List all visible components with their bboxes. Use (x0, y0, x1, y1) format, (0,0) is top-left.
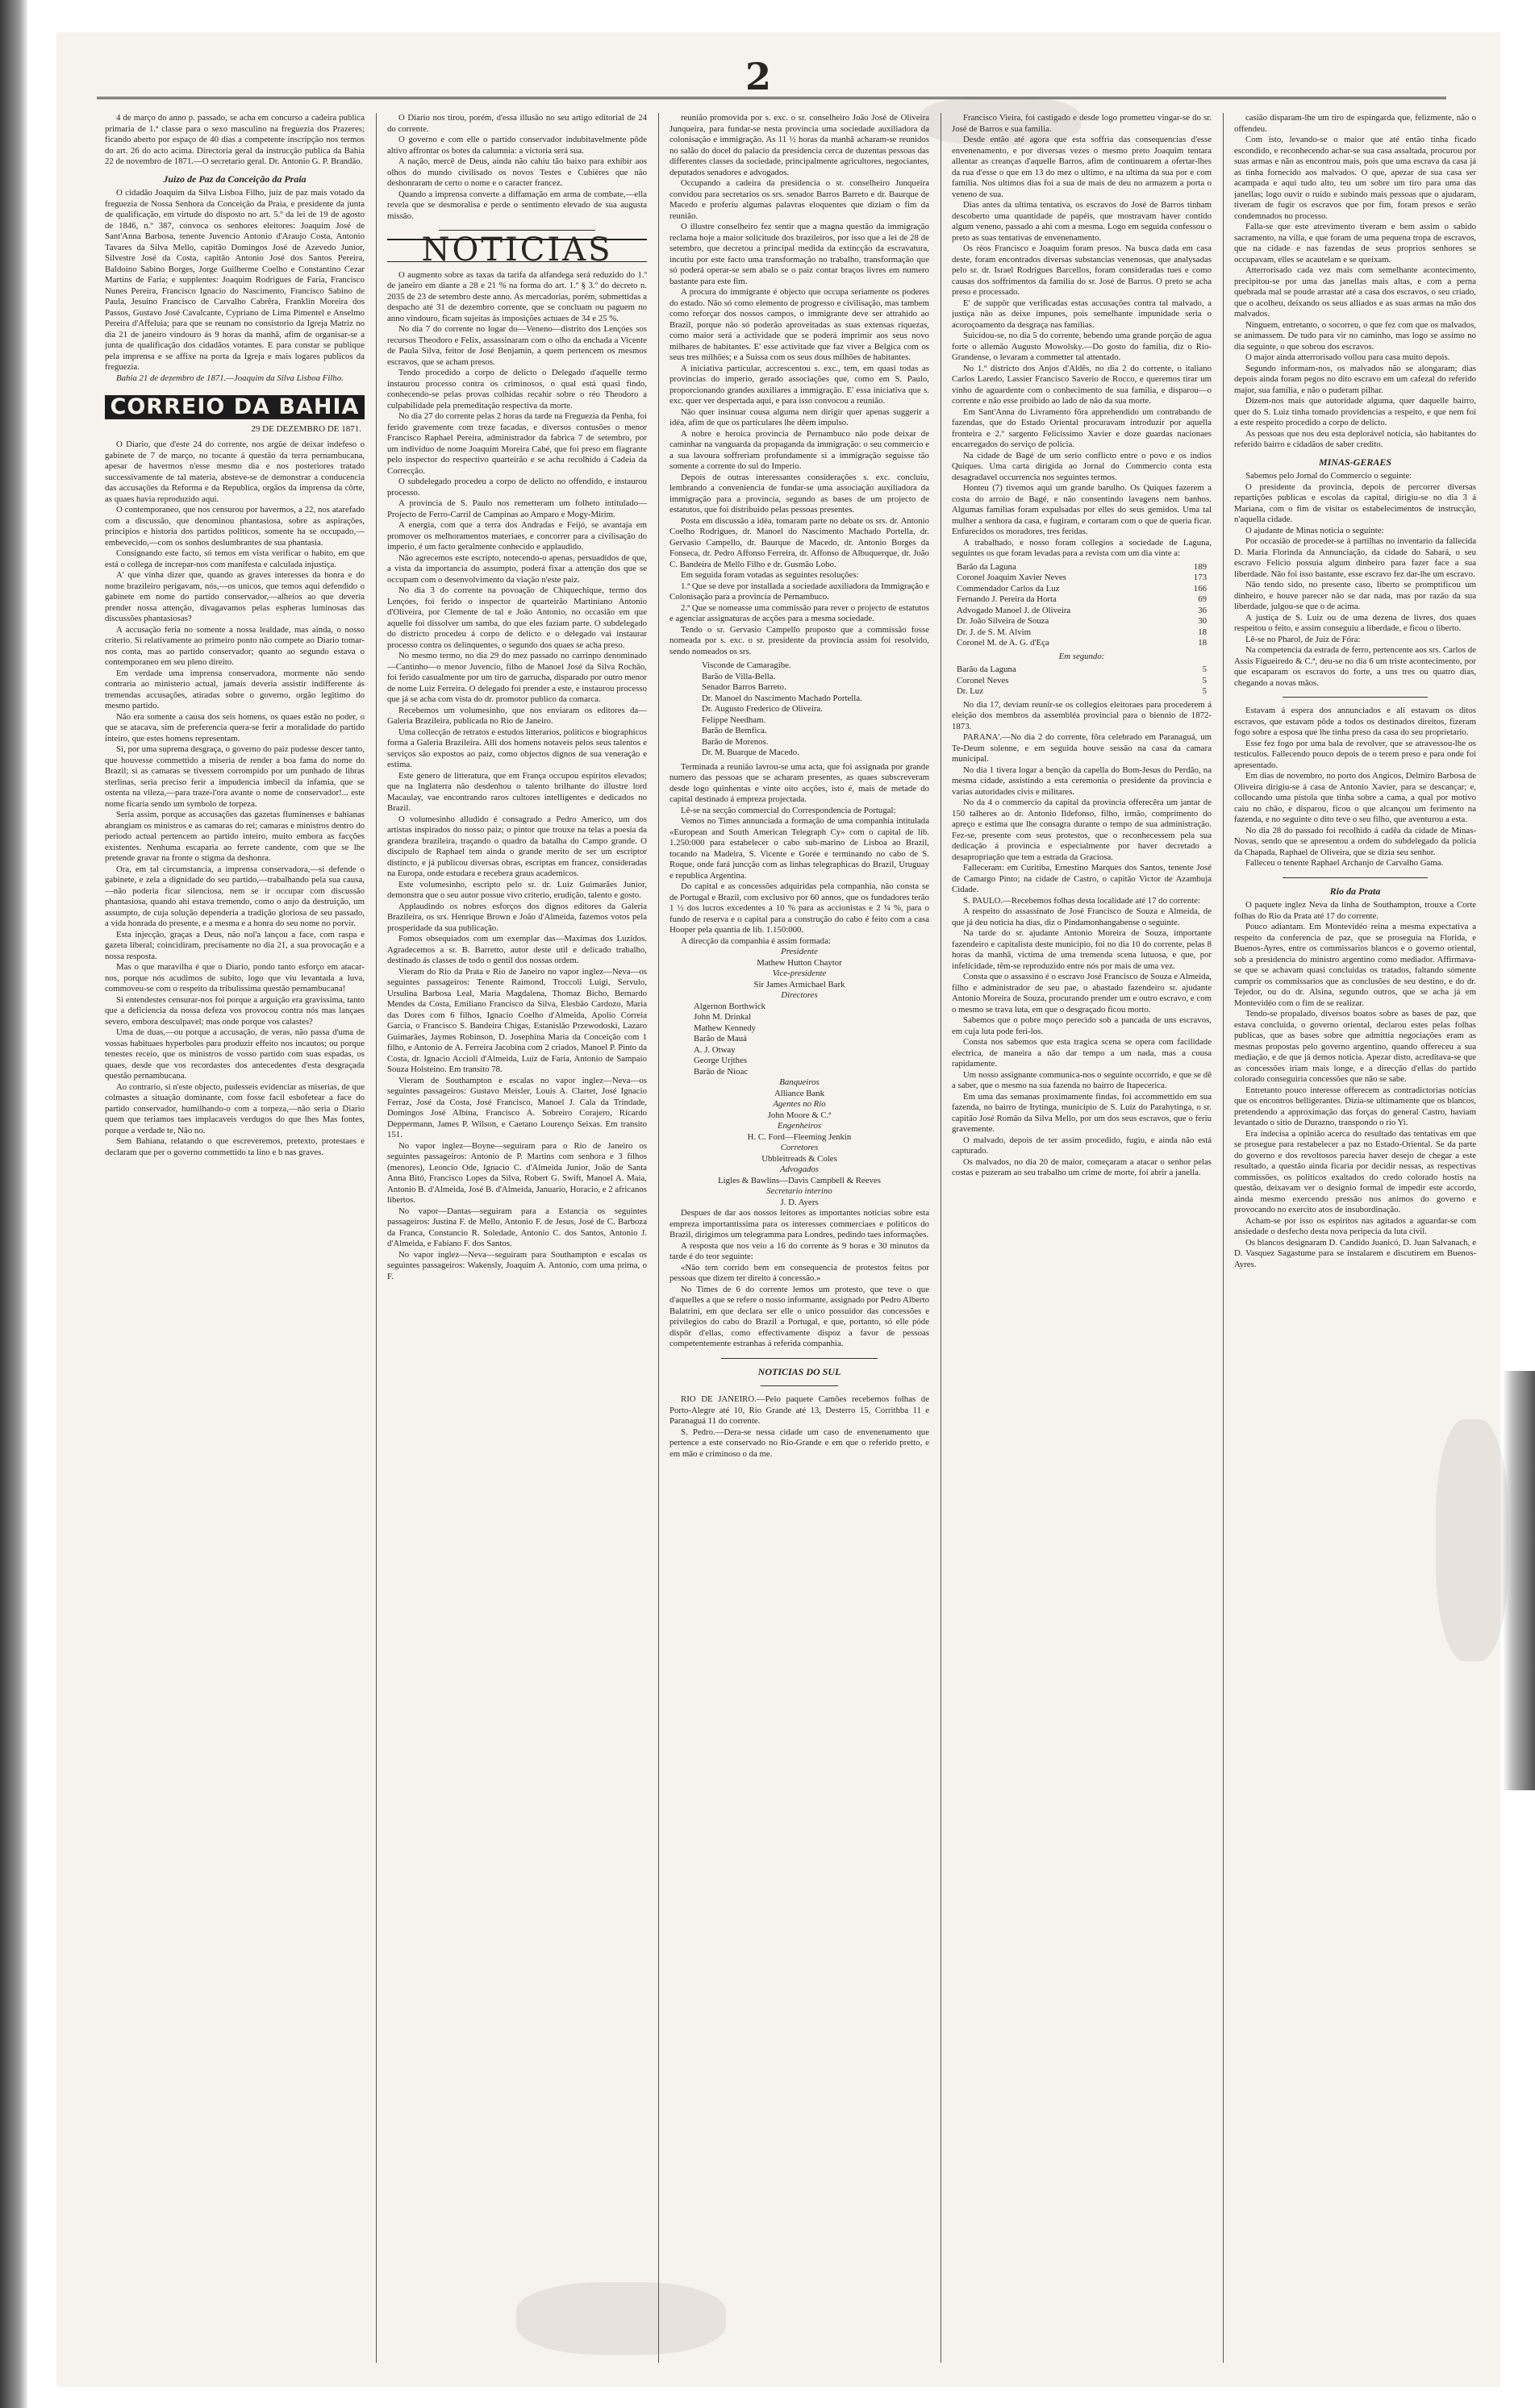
divider (1283, 697, 1428, 698)
paragraph: Lê-se na secção commercial do Correspondencia de Portugal: (681, 805, 896, 815)
sul-title: NOTICIAS DO SUL (757, 1365, 841, 1377)
column-5 (1234, 113, 1476, 2363)
paragraph: 2.ª Que se nomeasse uma commissão para rever o projecto de estatutos e agenciar assignaturas de acções para a mesma sociedade. (669, 602, 929, 623)
col2-paras (387, 135, 647, 222)
list-name: Coronel Neves (957, 675, 1009, 685)
column-4 (952, 113, 1212, 2363)
paragraph: Fomos obsequiados com um exemplar das—Maximas dos Luzidos. Agradecemos a sr. B. Barretto, autor deste util e delicado trabalho, destinado ás classes de todo o gentil dos nossas ordem. (387, 934, 647, 965)
paragraph: O illustre conselheiro fez sentir que a magna questão da immigração reclama hoje a maior solicitude dos brazileiros, por isso que a lei de 28 de setembro, que decretou a principal medida da extincção da escravatura, incutiu por este facto uma transformação no trabalho, transformação que só poderá operar-se sem abalo se o paiz contar braços livres em numero bastante para este fim. (669, 222, 929, 286)
paragraph: Este genero de litteratura, que em França occupou espiritos elevados; que na Inglaterra não desdenhou o talento brilhante do illustre lord Macaulay, vae encontrando raros cultores intelligentes e dedicados no Brazil. (387, 770, 647, 813)
scan-edge-right (1503, 1371, 1535, 1790)
paragraph: A procura do immigrante é objecto que occupa seriamente os poderes do estado. Não só como elemento de progresso e civilisação, mas tambem como reforçar dos nossos campos, o immigrante deve ser attrahido ao Brazil, porque não só poderão aproveitadas as suas extensas riquezas, como maior será a actividade que se poderá imprimir aos seus novo milhares de habitantes. E' esse activitade que faz viver a Belgica com os seus tres milhões; e a Suissa com os seus dous milhões de habitantes. (669, 287, 929, 362)
paragraph: PARANA'.—No dia 2 do corrente, fôra celebrado em Paranaguá, um Te-Deum solenne, e em seguida houve sessão na casa da camara municipal. (952, 732, 1212, 764)
paragraph: Depois de outras interessantes considerações s. exc. concluiu, lembrando a conveniencia de fundar-se uma associação auxiliadora da immigração para a provincia, segundo as bases de um projecto de estatutos, que foi distribuido pelas pessoas presentes. (669, 472, 929, 515)
commission-member: Visconde de Camaragibe. (702, 660, 791, 670)
col1-body (105, 440, 365, 1158)
col3-paras2 (669, 762, 929, 948)
supplentes-label: Em segundo: (1058, 651, 1105, 661)
list-row (957, 562, 1207, 573)
col4-paras (952, 113, 1212, 538)
paragraph: No dia 3 do corrente na povoação de Chiquechique, termo dos Lençóes, foi ferido o inspector de quarteirão Martiniano Antonio d'Oliveira, por Clemente de tal e João Antonio, no occasião em que aquelle foi dissolver um samba, do que eles faziam parte. O subdelegado do districto procedeu á corpo de delicto e o delegado vai instaurar processo contra os delinquentes, o segundo dos quaes se acha preso. (387, 585, 647, 650)
paragraph: A provincia de S. Paulo nos remetteram um folheto intitulado—Projecto de Ferro-Carril de Campinas ao Amparo e Mogy-Mirim. (387, 498, 647, 519)
director-name: George Urjthes (694, 1056, 748, 1065)
paragraph: Em uma das semanas proximamente findas, foi accommettido em sua fazenda, no bairro de Itytinga, municipio de S. Luiz do Parahytinga, o sr. capitão José Romão da Silva Mello, por um dos seus escravos, que o feriu gravemente. (952, 1091, 1212, 1134)
paragraph: Suicidou-se, no dia 5 do corrente, bebendo uma grande porção de agua forte o allemão Augusto Mowolsky.—Do gosto do familia, diz o Rio-Grandense, o levaram a commetter tal attentado. (952, 331, 1212, 362)
paragraph: O contemporaneo, que nos censurou por havermos, a 22, nos atarefado com a discussão, que denominou phantasiosa, sobre as aspirações, principios e historia dos partidos politicos, somente ha se occupado,—embevecido,—com os sonhos deslumbrantes de sua phantasia. (105, 505, 365, 548)
list-row (957, 584, 1207, 595)
paragraph: reunião promovida por s. exc. o sr. conselheiro João José de Oliveira Junqueira, para fundar-se nesta provincia uma sociedade auxiliadora da colonisação e immigração. As 11 ½ horas da manhã acharam-se reunidos no salão do docel do palacio da presidencia cerca de duzentas pessoas das differentes classes da sociedade, principalmente agricultores, negociantes, deputados senadores e advogados. (669, 113, 929, 177)
paragraph: No da 4 o commercio da capital da provincia offerecêra um jantar de 150 talheres ao dr. Antonio Ildefonso, filho, irmão, comprimento do apreço e estima que lhe consagra durante o tempo de sua administração. Fez-se, presente com seus protestos, que o reconhecessem pela sua dedicação á provincia e especialmente por haver decretado a desapropriação que tem a estrada da Graciosa. (952, 798, 1212, 862)
paragraph: Não era somente a causa dos seis homens, os quaes estão no poder, o que se atacava, sim de preferencia quera-se ferir a moralidade do partido inteiro, que estes homens representam. (105, 711, 365, 744)
directors-list (694, 1002, 929, 1078)
page-number: 2 (745, 55, 771, 98)
paragraph: Recebemos um volumesinho, que nos enviaram os editores da—Galeria Brazileira, publicada no Rio de Janeiro. (387, 705, 647, 726)
paragraph: Em Sant'Anna do Livramento fôra apprehendido um contrabando de fazendas, que do Estado Oriental procuravam introduzir por aquella fronteira e 2.º sargento Felicissimo Xavier e doze guardas nacionaes encarregados do serviço de policia. (952, 406, 1212, 449)
board-vice: Sir James Armichael Bark (753, 979, 845, 989)
director-name: Mathew Kennedy (694, 1023, 757, 1033)
list-row (957, 594, 1207, 606)
paragraph: Terminada a reunião lavrou-se uma acta, que foi assignada por grande numero das pessoas que se acharam presentes, as quaes subscreveram desde logo quinhentas e vinte oito acções, isto é, mais de metade do capital destinado á empreza projectada. (669, 761, 929, 804)
list-name: Barão da Laguna (957, 561, 1016, 572)
paragraph: Os malvados, no dia 20 de maior, começaram a atacar o senhor pelas costas e puzeram ao seu trabalho um crime de morte, foi abrir a janella. (952, 1156, 1212, 1177)
list-name: Dr. Luz (957, 686, 983, 696)
paragraph: Em seguida foram votadas as seguintes resoluções: (681, 570, 859, 580)
paragraph: Por occasião de proceder-se á partilhas no inventario da fallecida D. Maria Florinda da Annunciação, da cidade do Sabará, o seu escravo Felicio possuia algum dinheiro para fazer face a sua liberdade. Não foi isso bastante, esse escravo fez dar-lhe um escravo. (1234, 536, 1476, 579)
paragraph: Os blancos designaram D. Candido Juanicó, D. Juan Salvanach, e D. Vasquez Sagastume para se instalarem e discutirem em Buenos-Ayres. (1234, 1237, 1476, 1269)
paragraph: O major ainda atterrorisado vollou para casa muito depois. (1245, 352, 1450, 362)
paragraph: Si, por uma suprema desgraça, o governo do paiz pudesse descer tanto, que houvesse commettido a miseria de render a boa fama do nome do Brazil; si as camaras se tivessem corrompido por um punhado de libras sterlinas, seria preciso ferir a impudencia imbecil da infamia, que se ostenta na vileza,—para traze-l'ora avante o nome de conservador!... este nome ficaria sendo um symbolo de torpeza. (105, 744, 365, 809)
paragraph: Os réos Francisco e Joaquim foram presos. Na busca dada em casa deste, foram encontrados diversas substancias venenosas, que analysadas pelo sr. dr. Israel Rodrigues Barcellos, foram consideradas tues e como causas dos soffrimentos da familia do sr. José de Barros. O preto se acha preso e processado. (952, 244, 1212, 297)
paragraph: O Diario, que d'este 24 do corrente, nos argüe de deixar indefeso o gabinete de 7 de março, no tocante á questão da terra pernambucana, apesar de havermos n'esse mesmo dia e nos posteriores tratado successivamente de tal materia, absteve-se de demonstrar a conducencia das accusações da Reforma e da Republica, orgãos da imprensa da côrte, as quaes havia reproduzido aqui. (105, 440, 365, 504)
paragraph: O presidente da provincia, depois de percorrer diversas repartições publicas e escolas da capital, dirigiu-se no dia 3 á Mariana, com o fim de visitar os estabelecimentos de instrucção, n'aquella cidade. (1234, 481, 1476, 524)
list-votes: 30 (1198, 616, 1207, 626)
paragraph: Do capital e as concessões adquiridas pela companhia, não consta se de Portugal e Brazil, com exclusivo por 60 annos, que os fundadores terão 1 ½ dos lucros excedentes a 10 % para as accionistas e 2 ¼ %, para o fundo de reserva e o capital para a construção do cabo é feito com a casa Hooper pela quantia de lib. 1.150:000. (669, 881, 929, 935)
paragraph: Pouco adiantam. Em Montevidéo reina a mesma expectativa a respeito da conferencia de paz, que se proseguia na Florida, e Buenos-Ayres, entre os commissarios blancos e o governo oriental, sob a presidencia do ministro argentino como mediador. Affirmava-se que se achavam quasi concluidas os tratados, faltando sómente cumprir os commissarios que as conclusões de seu destino, e do dr. Tejedor, ou do dr. Alsina, segundo outros, que se acha já em Montevidéo com o fim de se realizar. (1234, 922, 1476, 1008)
dateline: 29 DE DEZEMBRO DE 1871. (251, 423, 361, 434)
paragraph: Acham-se por isso os espiritos nas agitados a aguardar-se com ansiedade o desfecho desta nova peripecia da luta civil. (1234, 1215, 1476, 1236)
paragraph: No dia 7 do corrente no logar do—Veneno—distrito dos Lençóes sos recursos Theodoro e Felix, assassinaram com o olho da enchada a Vicente de Paula Silva, feitor de José Benjamin, a quem pertencem os mesmos escravos, que se acham presos. (387, 324, 647, 367)
paragraph: O subdelegado procedeu a corpo de delicto no offendido, e instaurou processo. (387, 477, 647, 498)
paragraph: Tendo o sr. Gervasio Campello proposto que a commissão fosse nomeada por s. exc. o sr. presidente da provincia assim foi resolvido, sendo nomeados os srs. (669, 624, 929, 656)
paragraph: Consignando este facto, só temos em vista verificar o habito, em que está o collega de increpar-nos com manifesta e calculada injustiça. (105, 548, 365, 569)
brokers-label: Corretores (780, 1143, 819, 1152)
paragraph: Uma collecção de retratos e estudos litterarios, politicos e biographicos forma a Galeria Brazileira. Alli dos homens notaveis pelos seus talentos e serviços são expostos ao paiz, como objectos dignos de sua veneração e estima. (387, 727, 647, 769)
paragraph: Dizem-nos mais que autoridade alguma, quer daquelle bairro, quer do S. Luiz tinha tomado providencias a respeito, e que nem foi a este respeito procedido a corpo de delicto. (1234, 396, 1476, 427)
list-row (957, 616, 1207, 627)
list-name: Dr. J. de S. M. Alvim (957, 627, 1032, 637)
col4-paras2 (952, 700, 1212, 1179)
paragraph: Atterrorisado cada vez mais com semelhante acontecimento, precipitou-se por uma das janellas mais altas, e com a perna quebrada mal se poude arrastar até a casa dos escravos, o seu criado, que o acolheu, deixando os seus alliados e as suas armas na mão dos malvados. (1234, 265, 1476, 319)
list-intro: A trabalhado, e nosso foram collegios a sociedade de Laguna, seguintes os que foram levadas para a revista com um dia vinte a: (952, 537, 1212, 558)
paragraph: Consta nos sabemos que esta tragica scena se opera com facilidade electrica, de maneira a não dar tempo a um nada, mas a cousa rapidamente. (952, 1037, 1212, 1069)
sul-text-2: S. Pedro.—Dera-se nessa cidade um caso de envenenamento que pertence a este conservado no Rio-Grande e em que o referido pretto, e em mão e criminoso o da me. (669, 1427, 929, 1459)
prata-paras (1234, 900, 1476, 1270)
paragraph: A justiça de S. Luiz ou de uma dezena de livres, dos quaes respeitou o feito, e assim conseguiu a liberdade, e ficou o liberto. (1234, 612, 1476, 633)
list-name: Commendador Carlos da Luz (957, 583, 1060, 594)
paragraph: Sabemos que o pobre moço perecido sob a pancada de uns escravos, em cuja luta pode feri-los. (952, 1015, 1212, 1036)
paragraph: Falla-se que este atrevimento tiveram e bem assim o sabido sacramento, na villa, e que foram de uma pequena tropa de escravos, que na cidade e nas fazendas de seus proprios senhores se occupavam, elles se acautelam e se queixam. (1234, 222, 1476, 265)
engineers: H. C. Ford—Fleeming Jenkin (747, 1131, 852, 1142)
paragraph: No dia 27 do corrente pelas 2 horas da tarde na Freguezia da Penha, foi ferido gravemente com treze facadas, e diversos contusões o menor Francisco Raphael Pereira, administrador da fabrica 7 de setembro, por um individuo de nome Joaquim Moreira Cabé, que foi preso em flagrante pelo inspector do respectivo quarteirão e se acha recolhido á Cadeia da Correcção. (387, 411, 647, 476)
commission-member: Dr. Manoel do Nascimento Machado Portella. (702, 693, 862, 703)
list-votes: 166 (1193, 583, 1207, 594)
director-name: Algernon Borthwick (694, 1001, 766, 1011)
paragraph: Si entendestes censurar-nos foi porque a arguição era gravissima, tanto que a deficiencia da nossa defeza vos provocou contra nós mas lançaes severo, embora desculpavel; mas onde porque vos calastes? (105, 994, 365, 1027)
paragraph: A direcção da companhia é assim formada: (681, 935, 831, 946)
paragraph: Segundo informam-nos, os malvados não se alongaram; dias depois ainda foram pegos no dito escravo em um cafezal do referido major, sua família, e não o puderam pilhar. (1234, 363, 1476, 395)
paragraph: Uma de duas,—ou porque a accusação, de veras, não passa d'uma de vossas habituaes hyperboles para produzir effeito nos incautos; ou porque tenestes receio, que os ministros de vosso partido com suas espadas, os quaes, desde que vos recordastes dos antecedentes d'esta desgraçada questão pernambucana. (105, 1027, 365, 1081)
list-name: Barão da Laguna (957, 664, 1016, 674)
paragraph: Falleceram: em Curitiba, Ernestino Marques dos Santos, tenente José de Camargo Pinto; na cidade de Castro, o capitão Victor de Azambuja Cidade. (952, 863, 1212, 894)
paragraph: No dia 28 do passado foi recolhido á cadêa da cidade de Minas-Novas, sendo que se apresentou a ordem do subdelegado da policia da Chapada, Raphael de Oliveira, que se dizia seu senhor. (1234, 825, 1476, 857)
prata-title: Rio da Prata (1329, 885, 1381, 897)
paragraph: A respeito do assassinato de José Francisco de Souza e Almeida, de que já deu noticia ha dias, diz o Pindamonhangabense o seguinte. (952, 906, 1212, 927)
paragraph: Na cidade de Bagé de um serio conflicto entre o povo e os indios Quiques. Uma carta dirigida ao Jornal do Commercio conta esta desagradavel occurrencia nos seguintes termos. (952, 450, 1212, 482)
col2-intro: O Diario nos tirou, porém, d'essa illusão no seu artigo editorial de 24 do corrente. (387, 113, 647, 134)
paragraph: Ao contrario, si n'este objecto, pudesseis evidenciar as miserias, de que colmastes a situação dominante, com fosse facil esbofetear a face do partido conservador, humilhando-o com a torpeza,—não seria o Diario quem que teriamos taes implacaveis verdugos do que lhes Mas fontes, porque a verdade te, Não no. (105, 1081, 365, 1135)
list-name: Fernando J. Pereira da Horta (957, 594, 1057, 604)
paragraph: Tendo-se propalado, diversos boatos sobre as bases de paz, que estava concluida, o governo oriental, declarou estes pelas folhas publicas, que as bases sobre que admittia negociações eram as mesmas propostas pelo governo argentino, quando offereceu a sua mediação, e de que já demos noticia. Apezar disto, acreditava-se que as concessões iriam mais longe, e a direcção d'ellas do partido colorado conseguiria concessões que não se sabe. (1234, 1009, 1476, 1084)
juizo-title: Juizo de Paz da Conceição da Praia (163, 173, 307, 185)
paragraph: Um nosso assignante communica-nos o seguinte occorrido, e que se dê a saber, que o mesmo na sua fazenda no bairro de Itapecerica. (952, 1069, 1212, 1090)
list-name: Advogado Manoel J. de Oliveira (957, 605, 1071, 615)
divider (761, 1385, 839, 1386)
list-votes: 18 (1198, 627, 1207, 637)
scan-edge-left (0, 0, 27, 2408)
commission-member: Dr. Augusto Frederico de Oliveira. (702, 704, 823, 714)
columns (105, 113, 1484, 2371)
paragraph: E' de suppôr que verificadas estas accusações contra tal malvado, a justiça não as deixe impunes, pois semelhante impunidade seria o acoroçoamento da desgraça nas familias. (952, 298, 1212, 330)
paragraph: No Times de 6 do corrente lemos um protesto, que teve o que d'aquelles a que se refere o nosso informante, assignado por Pedro Alberto Balatrini, em que declara ser elle o unico possuidor das concessões e privilegios do cabo do Brazil a Portugal, e que, portanto, só elle póde dispôr d'ellas, como effectivamente dispoz a favor de pessoas competentemente estranhas á referida companhia. (669, 1284, 929, 1348)
paragraph: Entretanto pouco interesse offerecem as contradictorias noticias que os encontros belligerantes. Dizia-se ultimamente que os blancos, pretendendo a approximação das forças do general Castro, haviam levantado o sitio de Durazno, transpondo o rio Yi. (1234, 1085, 1476, 1127)
paragraph: A iniciativa particular, accrescentou s. exc., tem, em quasi todas as provincias do imperio, gerado associações que, como em S. Paulo, proporcionando grandes auxiliares a immigração. E' essa iniciativa que s. exc. quer ver despertada aqui, e para isso convocou a reunião. (669, 363, 929, 406)
column-1 (105, 113, 365, 2363)
paragraph: A' que vinha dizer que, quando as graves interesses da honra e do nome brazileiro perigavam, nós,—os unicos, que temos aqui defendido o gabinete em nome do partido conservador,—alheios ao que deveria prender nossa attenção, divagavamos pelas espheras luminosas das discussões phantasiosas? (105, 570, 365, 623)
list-votes: 36 (1198, 605, 1207, 615)
col5-paras2 (1234, 482, 1476, 689)
paragraph: Posta em discussão a idéa, tomaram parte no debate os srs. dr. Antonio Coelho Rodrigues, dr. Manoel do Nascimento Machado Portella, dr. Gervasio Campello, dr. Baurque de Macedo, dr. Antonio Borges da Fonseca, dr. Pedro Affonso Ferreira, dr. Affonso de Albuquerque, dr. João C. Bandeira de Mello Filho e dr. Gusmão Lobo. (669, 515, 929, 569)
paragraph: Falleceu o tenente Raphael Archanjo de Carvalho Gama. (1245, 858, 1444, 868)
list-votes: 5 (1202, 686, 1207, 696)
paragraph: Este volumesinho, escripto pelo sr. dr. Luiz Guimarães Junior, demonstra que o seu autor possue vivo criterio, erudição, talento e gosto. (387, 879, 647, 900)
paragraph: Na competencia da estrada de ferro, pertencente aos srs. Carlos de Assis Figueiredo & C.ª, deu-se no dia 6 um triste acontecimento, por que escaparam os escravos do forte, a uns tres ou quatro dias, chegando a novas mãos. (1234, 645, 1476, 688)
paragraph: Mas o que maravilha é que o Diario, pondo tanto esforço em atacar-nos, porque nós acudimos de subito, logo que viu levantada a luva, commoveu-se com o respeito da tribulissima questão pernambucana! (105, 962, 365, 994)
board-president-label: Presidente (781, 947, 818, 956)
list-votes: 5 (1202, 675, 1207, 685)
paragraph: No mesmo termo, no dia 29 do mez passado no carrinpo denominado—Cantinho—o menor Juvencio, filho de Manoel José da Silva Rochão, foi ferido casualmente por um tiro de garrucha, disparado por outro menor de nome Luiz Ferreira. O delegado foi prender a este, e instaurou processo que já se acha com vista do dr. promotor publico da comarca. (387, 651, 647, 704)
masthead: CORREIO DA BAHIA (105, 395, 365, 419)
lawyers-label: Advogados (780, 1164, 819, 1174)
juizo-sign: Bahia 21 de dezembro de 1871.—Joaquim da Silva Lisboa Filho. (116, 373, 344, 383)
paragraph: As pessoas que nos deu esta deplorável noticia, são habitantes do referido bairro e cidadãos de saber credito. (1234, 428, 1476, 449)
paragraph: Não tendo sido, no presente caso, liberto se promptificou um dinheiro, e houve parecer não se dar nada, mas por razão da sua liberdade, julgou-se que o de acima. (1234, 580, 1476, 611)
commission-member: Barão de Villa-Bella. (702, 671, 776, 681)
votes-list (957, 562, 1207, 649)
bankers-label: Banqueiros (779, 1077, 820, 1087)
juizo-text: O cidadão Joaquim da Silva Lisboa Filho, juiz de paz mais votado da freguezia de Nossa Senhora da Conceição da Praia, e presidente da junta de qualificação, em virtude do disposto no art. 5.º da lei de 19 de agosto de 1846, n.º 387, convoca os senhores eleitores: Joaquim José de Sant'Anna Barbosa, tenente Juvencio Antonio d'Araujo Costa, Antonio Tavares da Silva Mello, capitão Domingos José de Azevedo Junior, Silvestre José da Costa, capitão Antonio José dos Santos Pereira, Baldoino Sabino Borges, Jorge Guilherme Coelho e Constantino Cezar Martins de Faria; e supplentes: Joaquim Rodrigues de Faria, Francisco Nunes Pereira, Francisco Ignacio do Nascimento, Francisco Sabino de Paula, Jesuino Francisco de Carvalho Cabrêra, Franklin Moreira dos Passos, Gustavo José Cavalcante, Cypriano de Lima Pimentel e Anselmo Pereira d'Affeluia; para que se reunam no consistorio da Igreja Matriz no dia 21 de janeiro vindouro ás 9 horas da manhã, afim de organisar-se a junta de qualificação dos cidadãos votantes. E para constar se publique pela imprensa e se affixe na porta da Igreja e mais logares publicos da freguezia. (105, 188, 365, 372)
paragraph: Ora, em tal circumstancia, a imprensa conservadora,—si defende o gabinete, e zela a dignidade do seu partido,—trabalhando pela sua causa,—não poderia ficar silenciosa, nem se ir occupar com discussão phantasiosa, quando ahi estava tremendo, como o anjo da destruição, um assumpto, de cuja solução dependeria a tradição gloriosa de seu passado, a vida honrada do presente, e a mesma e a honra do seu nome no porvir. (105, 864, 365, 928)
paragraph: O ajudante de Minas noticia o seguinte: (1245, 525, 1384, 535)
supplentes-list (957, 664, 1207, 698)
paragraph: Vemos no Times annunciada a formação de uma companhia intitulada «European and South American Telegraph Cy» com o capital de lib. 1.250:000 para estabelecer o cabo sub-marino de Lisboa ao Brazil, tocando na Madeira, S. Vicente e Gorée e terminando no cabo de S. Roque, onde fará juncção com as linhas telegraphicas do Brazil, Uruguay e republica Argentina. (669, 816, 929, 881)
paragraph: Era indecisa a opinião acerca do resultado das tentativas em que se prosegue para restabelecer a paz no Estado-Oriental. Se da parte do governo e dos revoltosos parecia haver desejo de chegar a este resultado, a questão ainda ficaria por decidir nessas, as respectivas commissões, os politicos exaltados do credo colorado hostis na questão, deixavam ver o designio formal de impedir este accordo, ainda mesmo exercendo pressão nos animos do governo e provocando no exercito atos de insubordinação. (1234, 1128, 1476, 1214)
paragraph: Não quer insinuar cousa alguma nem dirigir quer apenas suggerir a idéa, afim de que os particulares lhe dêem impulso. (669, 406, 929, 427)
col3-paras (669, 113, 929, 657)
secretary: J. D. Ayers (780, 1197, 819, 1207)
paragraph: Vieram de Southampton e escalas no vapor inglez—Neva—os seguintes passageiros: Gustavo Meisler, Louis A. Clartet, José Ignacio Ferraz, José da Costa, José Francisco, Manoel J. Cala da Trindade, Domingos José Albina, Francisco A. Sobreiro Corajero, Ricardo Deppermann, James P. Wilson, e Caetano Lourenço Seixas. Em transito 151. (387, 1075, 647, 1139)
list-row (957, 606, 1207, 617)
paragraph: casião disparam-lhe um tiro de espingarda que, felizmente, não o offendeu. (1234, 113, 1476, 134)
divider (1283, 877, 1428, 878)
agents: John Moore & C.ª (767, 1110, 832, 1120)
paragraph: S. PAULO.—Recebemos folhas desta localidade até 17 do corrente: (963, 895, 1201, 906)
list-votes: 189 (1193, 561, 1207, 572)
commission-member: Barão de Bemfica. (702, 726, 767, 735)
paragraph: O paquete inglez Neva da linha de Southampton, trouxe a Corte folhas do Rio da Prata até 17 do corrente. (1234, 900, 1476, 921)
paragraph: Na tarde do sr. ajudante Antonio Moreira de Souza, importante fazendeiro e capitalista deste municipio, foi no dia 10 do corrente, pelas 8 horas da manhã, victima de uma tremenda scena lutuosa, e que, por infelicidade, têm-se reproduzido entre nós por mais de uma vez. (952, 928, 1212, 971)
agents-label: Agentes no Rio (773, 1099, 826, 1109)
engineers-label: Engenheiros (777, 1121, 822, 1131)
paragraph: Seria assim, porque as accusações das gazetas fluminenses e bahianas abrangiam os ministros e as camaras do rei; camaras e ministros dentro do periodo actual pertencem ao partido inteiro, muito embora as facções existentes. Nenhuma escaparia ao ferrete candente, com que se lhe pretende gravar na fronte o stigma da deshonra. (105, 810, 365, 863)
commission-member: Senador Barros Barreto. (702, 682, 786, 692)
paragraph: No 1.º districto dos Anjos d'Aldês, no dia 2 do corrente, o italiano Carlos Laredo, Lassier Francisco Saverio de Rocco, e queremos tirar um vinho de aguardente com o conhecimento de sua familia, e disparou—o corrente e não esse proibido ao lado de não da sua morte. (952, 363, 1212, 406)
paragraph: Honteu (7) tivemos aqui um grande barulho. Os Quiques fazerem a costa do arroio de Bagé, e não consentindo lavagens nem banhos. Algumas familias foram expulsadas por elles do seus gemidos. Uma tal mulher a senhora da casa, e fugiram, e cortaram com o que de queria ficar. Enfurecidos os moradores, tres feridas. (952, 483, 1212, 536)
paragraph: Tendo procedido a corpo de delicto o Delegado d'aquelle termo instaurou processo contra os criminosos, o qual está quasi findo, conhecendo-se pelas provas colhidas recahir sobre o réo Theodoro a culpabilidade pela premeditação respectiva da morte. (387, 368, 647, 410)
list-row (957, 676, 1207, 687)
sul-text: RIO DE JANEIRO.—Pelo paquete Camões recebemos folhas de Porto-Alegre até 10, Rio Grande até 13, Desterro 15, Corrithba 11 e Paranaguá 11 do corrente. (669, 1394, 929, 1426)
paragraph: Applaudindo os nobres esforços dos dignos editores da Galeria Brazileira, os srs. Henrique Brown e João d'Almeida, fazemos votos pela prosperidade da sua publicação. (387, 901, 647, 933)
col5-paras (1234, 113, 1476, 451)
paragraph: No vapor—Dantas—seguiram para a Estancia os seguintes passageiros: Justina F. de Mello, Antonio F. de Jesus, José de C. Barboza da Franca, Constancio R. Soledade, Antonio C. dos Santos, Antonio J. d'Almeida, e Fabiano F. dos Santos. (387, 1206, 647, 1248)
board-directors-label: Directores (781, 990, 818, 1000)
board-vice-label: Vice-presidente (772, 969, 827, 978)
paragraph: A nação, mercê de Deus, ainda não cahiu tão baixo para exhibir aos olhos do mundo civilisado os novos Testes e Cubières que não deshonraram de certo o nome e o caracter francez. (387, 156, 647, 188)
column-separator (376, 113, 377, 2363)
paragraph: Em verdade uma imprensa conservadora, mormente não sendo contraria ao ministerio actual, jamais deveria assistir indifferente ás tremendas accusações, atiradas sobre o governo, orgão legitimo do mesmo partido. (105, 668, 365, 710)
paragraph: Com isto, levando-se o maior que até então tinha ficado escondido, e reconhecendo achar-se sua casa assaltada, procurou por suas armas e não as encontrou mais, pois que uma escrava da casa já as tinha fornecido aos malvados. O que, apezar de sua casa ser acampada e aqui tudo alto, teu um sobre um tiro para uma das janellas; logo ouvir o ruído e subindo mais pessoas que o ajudaram, tiveram de fugir os escravos que por fim, foram presos e serão condemnados no processo. (1234, 135, 1476, 221)
list-votes: 18 (1198, 638, 1207, 648)
list-row (957, 573, 1207, 584)
list-name: Dr. João Silveira de Souza (957, 616, 1049, 626)
paragraph: Consta que o assassino é o escravo José Francisco de Souza e Almeida, filho e administrador de seu pae, o abastado fazendeiro sr. ajudante Antonio Moreira de Souza, procurando prender um e outro escravo, e com o mesmo se trava luta, em que o desgraçado ficou morto. (952, 972, 1212, 1014)
paragraph: O governo e com elle o partido conservador indubitavelmente pôde altivo affrontar os botes da calumnia: a victoria será sua. (387, 135, 647, 156)
paragraph: Ninguem, entretanto, o socorreu, o que fez com que os malvados, se animassem. De tudo para vir no caminho, mas logo se assimo no dia seguinte, o que sobrou dos escravos. (1234, 319, 1476, 352)
paragraph: Não agrecemos este escripto, notecendo-o apenas, persuadidos de que, a vista da importancia do assumpto, poderá fixar a attenção dos que se occupam com o desenvolvimento da viação n'este paiz. (387, 552, 647, 585)
board-president: Mathew Hutton Chaytor (757, 957, 842, 968)
paragraph: Esta injecção, graças a Deus, não nol'a lançou a face, com raspa e gazeta liberal; coincidiram, precisamente no dia 21, a sua provocação e a nossa resposta. (105, 929, 365, 961)
col5-paras3 (1234, 706, 1476, 869)
paragraph: No dia 17, deviam reunir-se os collegios eleitoraes para procederem á eleição dos membros da assembléa provincial para o biennio de 1872-1873. (952, 699, 1212, 731)
paragraph: A nobre e heroica provincia de Pernambuco não pode deixar de caminhar na vanguarda da propaganda da immigração: o seu commercio e a sua lavoura soffreriam profundamente si a immigração seguisse tão somente a corrente do sul do Imperio. (669, 428, 929, 471)
paragraph: Francisco Vieira, foi castigado e desde logo prometteu vingar-se do sr. José de Barros e sua familia. (952, 113, 1212, 134)
paragraph: O malvado, depois de ter assim procedido, fugiu, e ainda não está capturado. (952, 1135, 1212, 1156)
paragraph: A energia, com que a terra dos Andradas e Feijó, se avantaja em promover os melhoramentos materiaes, e concorrer para a civilisação do imperio, é um facto geralmente conhecido e applaudido. (387, 520, 647, 552)
col1-intro: 4 de março do anno p. passado, se acha em concurso a cadeira publica primaria de 1.ª classe para o sexo masculino na freguezia dos Prazeres; ficando aberto por espaço de 40 dias a competente inscripção nos termos do art. 26 do acto acima. Directoria geral da instrucção publica da Bahia 22 de novembro de 1871.—O secretario geral. Dr. Antonio G. P. Brandão. (105, 113, 365, 166)
column-separator (658, 113, 659, 2363)
lawyers: Ligles & Bawlins—Davis Campbell & Reeves (718, 1175, 881, 1185)
list-name: Coronel M. de A. G. d'Eça (957, 638, 1049, 648)
paragraph: Esse fez fogo por uma bala de revolver, que se atravessou-lhe os testiculos. Fallecendo pouco depois de o terem preso e para onde foi apresentado. (1234, 738, 1476, 770)
paragraph: Dias antes da ultima tentativa, os escravos do José de Barros tinham descoberto uma quantidade de papéis, que mostravam haver contido algum veneno, passado a ahi com a mesma. Logo em seguida confessou o preto as suas tentativas de envenenamento. (952, 200, 1212, 243)
commission-member: Felippe Needham. (702, 714, 766, 725)
list-row (957, 627, 1207, 639)
column-separator (1223, 113, 1224, 2363)
list-votes: 173 (1193, 573, 1207, 582)
paragraph: Despues de dar aos nossos leitores as importantes noticias sobre esta empreza importantissima para os interesses commerciaes e politicos do Brazil, dirigimos um telegramma para Londres, pedindo taes informações. (669, 1208, 929, 1239)
director-name: A. J. Otway (694, 1044, 736, 1055)
column-2 (387, 113, 647, 2363)
paragraph: Estavam á espera dos annunciados e ali estavam os ditos escravos, que estavam pôde a todos os destinados direitos, fizeram fogo sobre a esposa que lhe tinha preso da casa do seu proprietario. (1234, 706, 1476, 737)
list-votes: 69 (1198, 594, 1207, 604)
paragraph: Desde então até agora que esta soffria das consequencias d'esse envenenamento, e por diversas vezes o mesmo preto Joaquim tentara allentar as creanças d'aquelle Barros, afim de continuarem a ofertar-lhes da rua d'esse o que em 13 do mez o ultimo, e na ultima da sua por e com familia. Nos ultimos dias foi a sua de mais de deu no armazem a porta o veneno de sua. (952, 135, 1212, 199)
paragraph: No vapor inglez—Neva—seguiram para Southampton e escalas os seguintes passageiros: Wakensly, Joaquim A. Antonio, com uma prima, o F. (387, 1249, 647, 1281)
minas-text: Sabemos pelo Jornal do Commercio o seguinte: (1245, 471, 1412, 481)
paragraph: Vieram do Rio da Prata e Rio de Janeiro no vapor inglez—Neva—os seguintes passageiros: Tenente Raimond, Troccoli Luigi, Servulo, Ursulina Barbosa Leal, Maria Magdalena, Thomaz Bicho, Bernardo Mendes da Costa, Emiliano Francisco da Silva, Elesbão Cardozo, Maria das Dores com 6 filhos, Ignacio Coelho d'Almeida, Apolio Correia Garcia, o Francisco S. Bandeira Chigas, Estanislão Przewodoski, Lazaro Guimarães, Jaymes Robinson, D. Josephina Maria da Conceição com 1 filho, e Antonio de A. Ferreira Jacobina com 2 criados, Manoel P. Pinto da Costa, dr. Ignacio Accioli d'Almeida, Luiz de Faria, Antonio de Sampaio Souza Holsteino. Em transito 78. (387, 966, 647, 1074)
list-row (957, 686, 1207, 698)
paragraph: Sem Bahiana, relatando o que escreveremos, pretexto, protestaes e declaram que per o governo commettido ta lino e b nas graves. (105, 1136, 365, 1157)
paragraph: Quando a imprensa converte a diffamação em arma de combate,—ella revela que se desmoralisa e perde o sentimento elevado de sua augusta missão. (387, 189, 647, 221)
paragraph: Lê-se no Pharol, de Juiz de Fóra: (1245, 634, 1361, 644)
col3-paras3 (669, 1208, 929, 1350)
director-name: John M. Drinkal (694, 1012, 752, 1022)
col2-news (387, 270, 647, 1283)
column-3 (669, 113, 929, 2363)
bankers: Alliance Bank (774, 1088, 825, 1098)
minas-title: MINAS-GERAES (1318, 456, 1392, 468)
divider (439, 230, 594, 231)
paragraph: No dia 1 tivera logar a benção da capella do Bom-Jesus do Perdão, na mesma cidade, assistindo a esta ceremonia o presidente da provincia e varias autoridades civis e militares. (952, 764, 1212, 797)
paragraph: A resposta que nos veio a 16 do corrente ás 9 horas e 30 minutos da tarde é do teor seguinte: (669, 1240, 929, 1261)
brokers: Ubbleitreads & Coles (761, 1153, 837, 1164)
commission-member: Barão de Morenos. (702, 736, 769, 747)
paragraph: O volumesinho alludido é consagrado a Pedro Americo, um dos artistas inspirados do nosso paiz; o pintor que trouxe na telas a poesia da grandeza brazileira, traçando o quadro da batalha do Campo grande. O discipulo de Raphael tem ainda o grande merito de ser um escriptor distincto, e já publicou diversas obras, escriptas em francez, consideradas na Europa, onde estudara e recebera graus academicos. (387, 814, 647, 878)
secretary-label: Secretario interino (766, 1186, 832, 1196)
paragraph: O augmento sobre as taxas da tarifa da alfandega será reduzido do 1.º de janeiro em diante a 28 e 21 % na forma do art. 1.º § 3.º do decreto n. 2035 de 23 de setembro deste anno. As mercadorias, porém, submettidas a despacho até 31 de dezembro corrente, que se concluam ou paguem no anno vindouro, ficam sujeitas ás imposições actuaes de 34 e 25 %. (387, 269, 647, 323)
paragraph: Occupando a cadeira da presidencia o sr. conselheiro Junqueira convidou para secretarios os srs. senador Barros Barreto e dr. Baurque de Macedo e proferiu algumas palavras eloquentes que diziam o fim da reunião. (669, 178, 929, 221)
list-row (957, 638, 1207, 649)
divider (721, 1358, 877, 1359)
director-name: Barão de Nioac (694, 1066, 749, 1077)
paragraph: No vapor inglez—Boyne—seguiram para o Rio de Janeiro os seguintes passageiros: Antonio de P. Martins com senhora e 3 filhos (menores), Leoncio Ode, Ignacio C. d'Almeida Junior, João de Santa Anna Bitó, Francisco Lopes da Silva, Robert G. Swift, Manoel A. Maia, Antonio B. d'Almeida, José B. d'Almeida, Januario, Horacio, e 2 africanos libertos. (387, 1140, 647, 1205)
list-row (957, 664, 1207, 676)
paragraph: 1.ª Que se deve por installada a sociedade auxiliadora da Immigração e Colonisação para a provincia de Pernambuco. (669, 581, 929, 602)
list-votes: 5 (1202, 664, 1207, 674)
header-rule (97, 97, 1446, 99)
commission-member: Dr. M. Buarque de Macedo. (702, 748, 799, 757)
noticias-heading: NOTICIAS (387, 239, 647, 262)
paragraph: «Não tem corrido bem em consequencia de protestos feitos por pessoas que dizem ter direito á concessão.» (669, 1262, 929, 1283)
director-name: Barão de Mauá (694, 1034, 747, 1044)
commission-list (702, 660, 929, 759)
paragraph: Em dias de novembro, no porto dos Angicos, Delmiro Barbosa de Oliveira dirigiu-se á casa de Antonio Xavier, para se descançar; e, collocando uma pistola que tinha sobre a cama, a qual por motivo caiu no chão, e disparou, ficou o que alcançou um ferimento na fazenda, e no seguinte o dito teve o seu filho, que aventurou a esta. (1234, 771, 1476, 824)
paragraph: A accusação feria no somente a nossa lealdade, mas ainda, o nosso criterio. Si relativamente ao primeiro ponto não compete ao Diario tomar-nos conta, mas ao partido conservador; quanto ao segundo estava o contemporaneo em seu pleno direito. (105, 624, 365, 667)
list-name: Coronel Joaquim Xavier Neves (957, 573, 1066, 582)
